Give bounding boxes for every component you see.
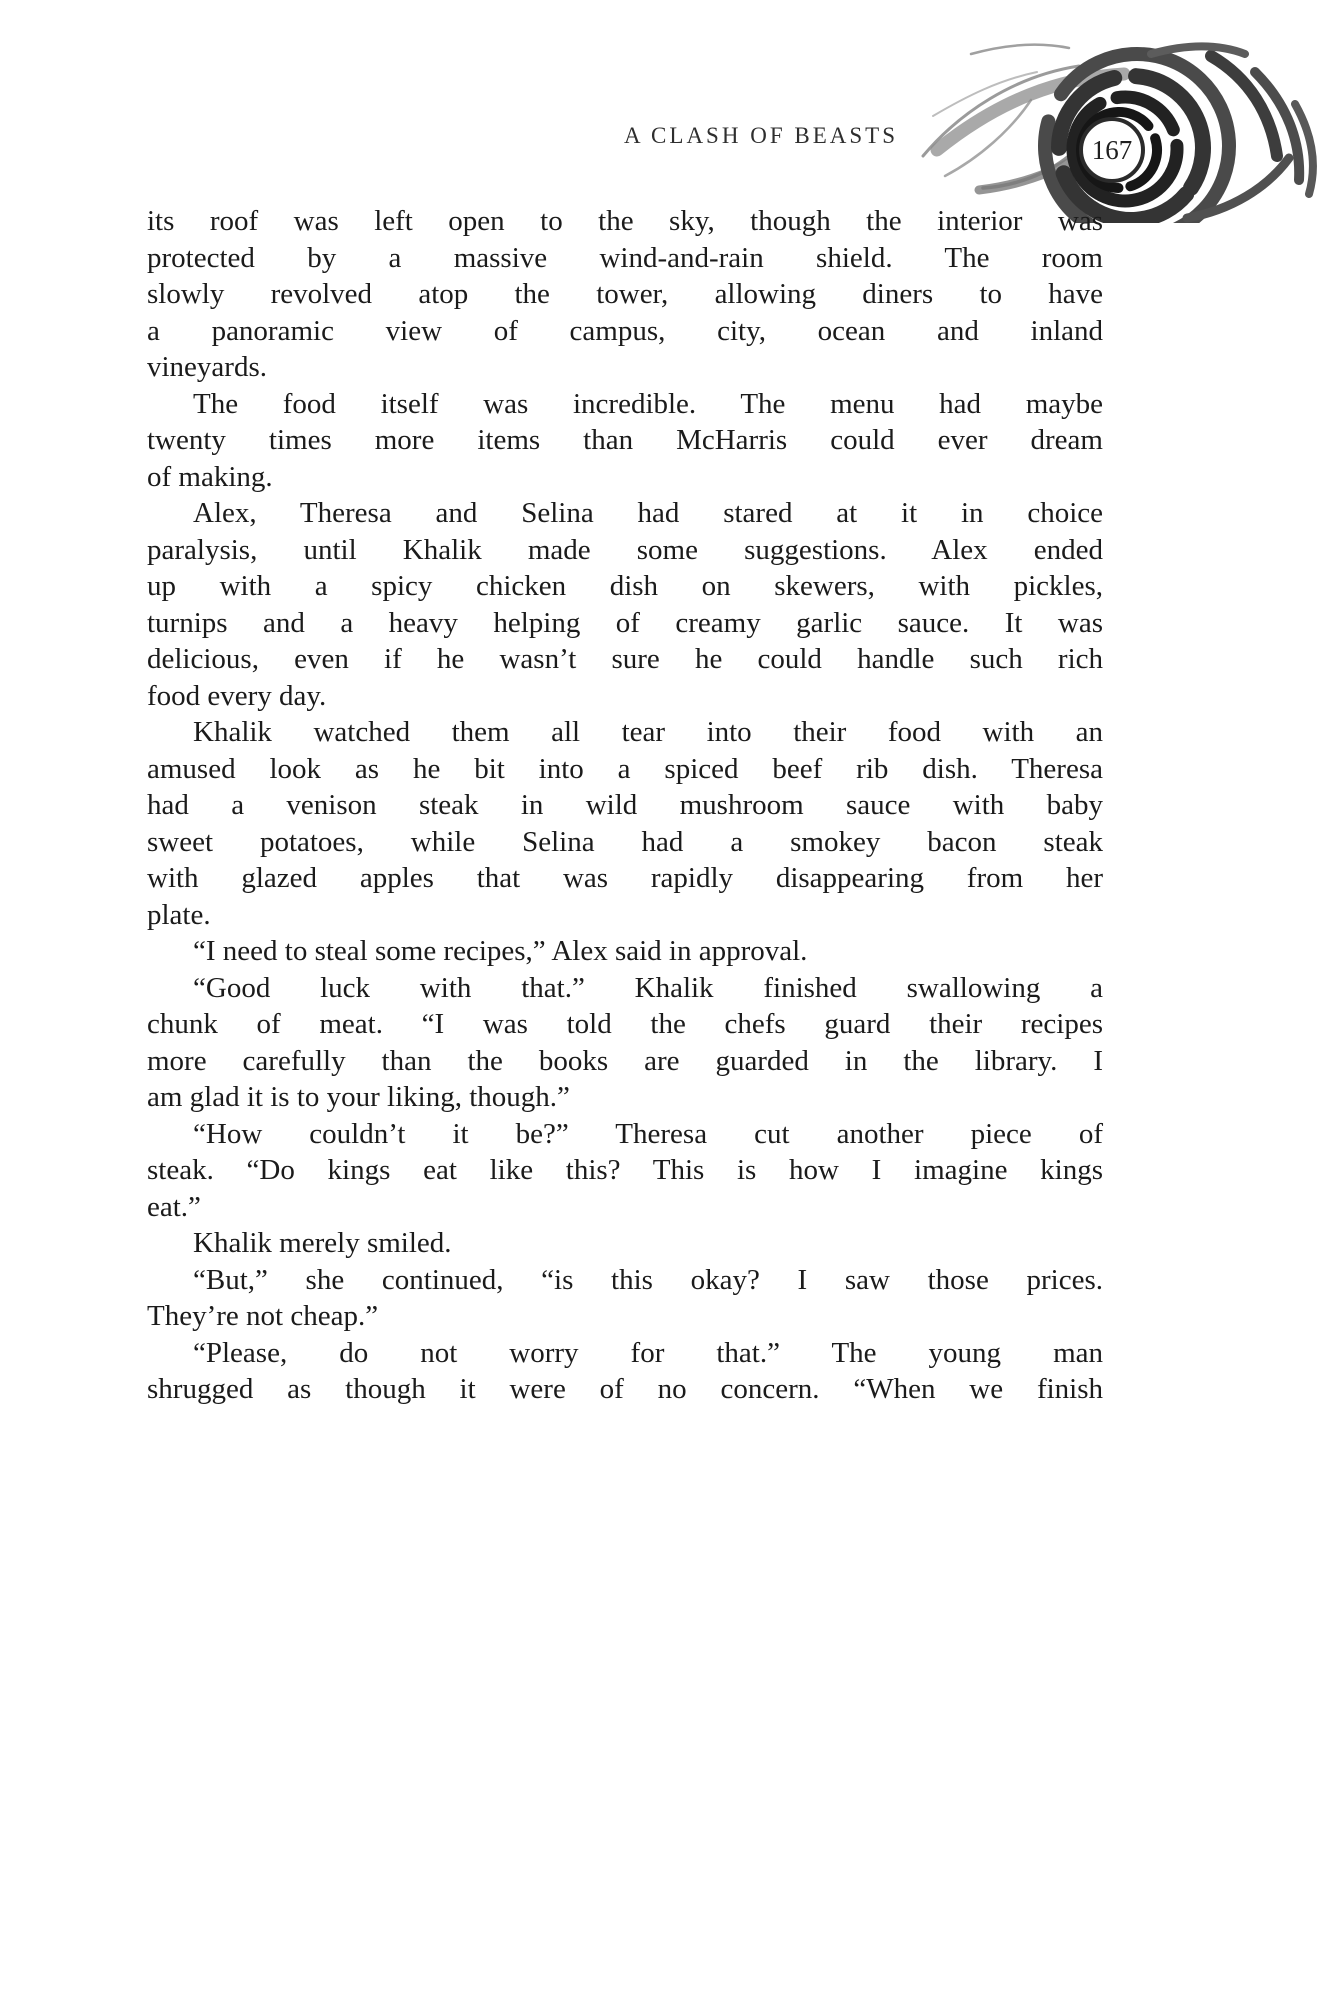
text-line: had a venison steak in wild mushroom sauce with baby — [147, 789, 1103, 821]
text-line: a panoramic view of campus, city, ocean and inland — [147, 314, 1103, 347]
text-line: steak. “Do kings eat like this? This is how I imagine kings — [147, 1154, 1103, 1186]
text-line: “How couldn’t it be?” Theresa cut another piece of — [193, 1117, 1103, 1150]
text-line: delicious, even if he wasn’t sure he could handle such rich — [147, 643, 1103, 675]
text-line: “I need to steal some recipes,” Alex said in approval. — [193, 935, 808, 967]
text-line: vineyards. — [147, 351, 267, 383]
text-line: chunk of meat. “I was told the chefs guard their recipes — [147, 1008, 1103, 1040]
text-line: turnips and a heavy helping of creamy garlic sauce. It was — [147, 606, 1103, 639]
text-line: Khalik watched them all tear into their food with an — [193, 716, 1103, 748]
text-line: its roof was left open to the sky, though the interior was — [147, 205, 1103, 237]
text-line: of making. — [147, 460, 273, 493]
text-line: am glad it is to your liking, though.” — [147, 1081, 570, 1113]
text-line: food every day. — [147, 679, 327, 712]
text-line: The food itself was incredible. The menu had maybe — [193, 387, 1103, 420]
text-line: more carefully than the books are guarded in the library. I — [147, 1044, 1103, 1077]
text-line: plate. — [147, 898, 211, 931]
text-line: sweet potatoes, while Selina had a smokey bacon steak — [147, 825, 1103, 858]
page-body — [147, 203, 1103, 1408]
text-line: “Please, do not worry for that.” The young man — [193, 1336, 1103, 1369]
text-line: twenty times more items than McHarris could ever dream — [147, 424, 1103, 456]
text-line: “Good luck with that.” Khalik finished swallowing a — [193, 971, 1103, 1004]
text-line: eat.” — [147, 1190, 201, 1223]
running-header: A CLASH OF BEASTS — [623, 123, 898, 148]
text-line: with glazed apples that was rapidly disappearing from her — [147, 862, 1103, 894]
text-line: slowly revolved atop the tower, allowing diners to have — [147, 278, 1103, 310]
vortex-ornament — [919, 38, 1319, 223]
text-line: They’re not cheap.” — [147, 1300, 379, 1332]
text-line: paralysis, until Khalik made some suggestions. Alex ended — [147, 533, 1103, 566]
text-line: up with a spicy chicken dish on skewers, with pickles, — [147, 570, 1103, 602]
text-line: shrugged as though it were of no concern. “When we finish — [147, 1373, 1103, 1405]
text-line: Alex, Theresa and Selina had stared at it in choice — [193, 497, 1103, 529]
text-line: amused look as he bit into a spiced beef rib dish. Theresa — [147, 752, 1103, 785]
page-number: 167 — [1091, 135, 1133, 165]
text-line: “But,” she continued, “is this okay? I saw those prices. — [193, 1263, 1103, 1296]
text-line: Khalik merely smiled. — [193, 1227, 452, 1259]
text-line: protected by a massive wind-and-rain shield. The room — [147, 241, 1103, 274]
